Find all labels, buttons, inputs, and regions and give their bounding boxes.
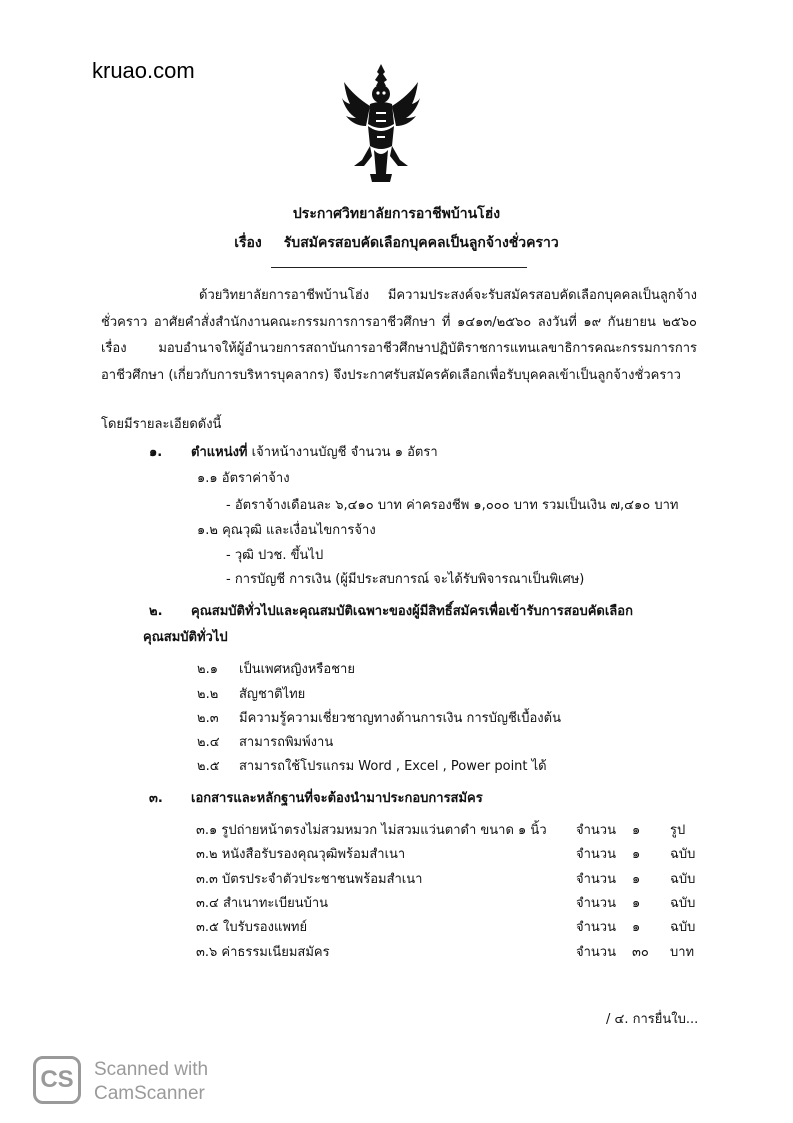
section-2-item: ๒.๑ เป็นเพศหญิงหรือชาย [197,662,355,677]
site-watermark: kruao.com [92,58,195,83]
announcement-subject [0,232,793,254]
camscanner-watermark [94,1058,208,1106]
section-1-2-item: - การบัญชี การเงิน (ผู้มีประสบการณ์ จะได้รับพิจารณาเป็นพิเศษ) [226,572,585,587]
details-intro: โดยมีรายละเอียดดังนี้ [101,417,222,432]
section-1-1-item: - อัตราจ้างเดือนละ ๖,๔๑๐ บาท ค่าครองชีพ ๑,๐๐๐ บาท รวมเป็นเงิน ๗,๔๑๐ บาท [226,498,679,513]
section-2-item: ๒.๒ สัญชาติไทย [197,687,306,702]
section-2-item: ๒.๔ สามารถพิมพ์งาน [197,735,334,750]
camscanner-logo-icon: CS [33,1056,81,1104]
section-2-item: ๒.๕ สามารถใช้โปรแกรม Word , Excel , Power point ได้ [197,759,547,774]
subject-label: เรื่อง [234,235,262,251]
section-2-title: คุณสมบัติทั่วไปและคุณสมบัติเฉพาะของผู้มีสิทธิ์สมัครเพื่อเข้ารับการสอบคัดเลือก [191,604,633,619]
scanner-line-1: Scanned with [94,1059,209,1080]
intro-paragraph: ด้วยวิทยาลัยการอาชีพบ้านโฮ่ง มีความประสงค์จะรับสมัครสอบคัดเลือกบุคคลเป็นลูกจ้างชั่วคราว อาศัยคำสั่งสำนักงานคณะกรรมการการอาชีวศึกษา ที่ ๑๔๑๓/๒๕๖๐ ลงวันที่ ๑๙ กันยายน ๒๕๖๐ เรื่อง มอบอำนาจให้ผู้อำนวยการสถาบันการอาชีวศึกษาปฏิบัติราชการแทนเลขาธิการคณะกรรมการการอาชีวศึกษา (เกี่ยวกับการบริหารบุคลากร) จึงประกาศรับสมัครคัดเลือกเพื่อรับบุคคลเข้าเป็นลูกจ้างชั่วคราว [101,288,697,383]
section-3-heading [149,787,483,808]
section-2-subtitle: คุณสมบัติทั่วไป [143,630,228,645]
section-1-text: เจ้าหน้างานบัญชี จำนวน ๑ อัตรา [251,445,438,460]
section-1-2-item: - วุฒิ ปวช. ขึ้นไป [226,548,324,563]
announcement-title: ประกาศวิทยาลัยการอาชีพบ้านโฮ่ง [292,206,501,222]
section-1-number: ๑. [149,445,163,460]
section-2-item: ๒.๓ มีความรู้ความเชี่ยวชาญทางด้านการเงิน การบัญชีเบื้องต้น [197,711,561,726]
document-row: ๓.๔ สำเนาทะเบียนบ้าน จำนวน ๑ ฉบับ [196,896,696,911]
next-page-indicator: / ๔. การยื่นใบ... [606,1012,699,1027]
document-row: ๓.๓ บัตรประจำตัวประชาชนพร้อมสำเนา จำนวน ๑ ฉบับ [196,872,696,887]
document-row: ๓.๖ ค่าธรรมเนียมสมัคร จำนวน ๓๐ บาท [196,945,695,960]
title-divider [271,267,527,268]
section-1-1-label: ๑.๑ อัตราค่าจ้าง [197,471,290,486]
document-row: ๓.๕ ใบรับรองแพทย์ จำนวน ๑ ฉบับ [196,920,696,935]
section-2-number: ๒. [149,604,163,619]
subject-text: รับสมัครสอบคัดเลือกบุคคลเป็นลูกจ้างชั่วคราว [283,235,559,251]
section-2-heading [149,600,633,621]
section-3-number: ๓. [149,791,163,806]
section-1-heading [149,441,438,462]
section-1-label: ตำแหน่งที่ [191,445,248,460]
document-row: ๓.๑ รูปถ่ายหน้าตรงไม่สวมหมวก ไม่สวมแว่นตาดำ ขนาด ๑ นิ้ว จำนวน ๑ รูป [196,823,686,838]
garuda-emblem-icon [340,62,422,190]
document-row: ๓.๒ หนังสือรับรองคุณวุฒิพร้อมสำเนา จำนวน ๑ ฉบับ [196,847,696,862]
scanner-line-2: CamScanner [94,1083,205,1104]
section-1-2-label: ๑.๒ คุณวุฒิ และเงื่อนไขการจ้าง [197,523,376,538]
section-3-title: เอกสารและหลักฐานที่จะต้องนำมาประกอบการสมัคร [191,791,483,806]
